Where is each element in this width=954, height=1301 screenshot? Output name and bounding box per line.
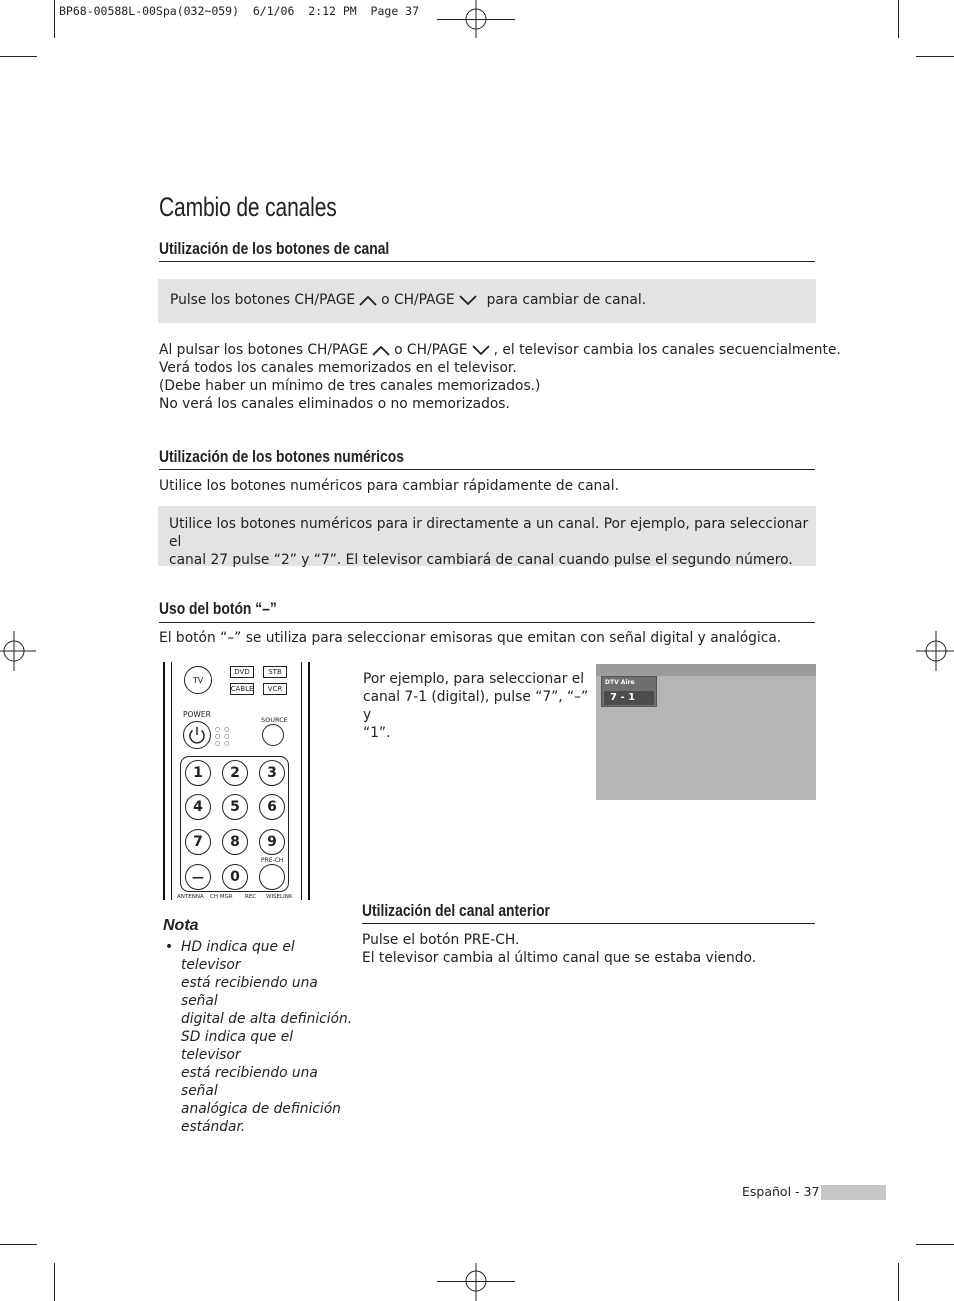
channel-explanation bbox=[159, 341, 839, 413]
section-rule bbox=[159, 469, 815, 470]
chevron-down-icon bbox=[459, 295, 477, 306]
note-line: estándar. bbox=[181, 1119, 246, 1135]
remote-dvd-button: DVD bbox=[230, 666, 254, 678]
note-line: digital de alta definición. bbox=[181, 1011, 353, 1027]
instruction-line: canal 27 pulse “2” y “7”. El televisor cambiará de canal cuando pulse el segundo número. bbox=[169, 552, 793, 568]
remote-chmgr-label: CH MGR bbox=[210, 894, 233, 900]
remote-prech-label: PRE-CH bbox=[261, 857, 284, 864]
note-line: está recibiendo una señal bbox=[181, 1065, 318, 1099]
channel-explanation-line: (Debe haber un mínimo de tres canales memorizados.) bbox=[159, 378, 541, 394]
remote-key-9: 9 bbox=[259, 829, 285, 855]
remote-numpad bbox=[180, 756, 289, 892]
remote-power-label: POWER bbox=[183, 710, 211, 719]
remote-key-4: 4 bbox=[185, 794, 211, 820]
remote-key-3: 3 bbox=[259, 760, 285, 786]
section-rule bbox=[362, 923, 815, 924]
section-rule bbox=[159, 622, 815, 623]
section-heading-previous-channel: Utilización del canal anterior bbox=[362, 902, 550, 920]
channel-explanation-line: Verá todos los canales memorizados en el televisor. bbox=[159, 360, 517, 376]
note-title: Nota bbox=[163, 917, 199, 934]
section-heading-channel-buttons: Utilización de los botones de canal bbox=[159, 240, 390, 258]
remote-power-button bbox=[183, 721, 211, 749]
section-heading-numeric-buttons: Utilización de los botones numéricos bbox=[159, 448, 404, 466]
remote-indicator-dots: ○ ○ ○ ○ ○ ○ bbox=[215, 726, 231, 747]
remote-antenna-label: ANTENNA bbox=[177, 894, 204, 900]
text-fragment: o CH/PAGE bbox=[394, 342, 468, 358]
osd-label: DTV Aire bbox=[605, 679, 635, 686]
power-icon bbox=[184, 722, 210, 748]
note-line: SD indica que el televisor bbox=[181, 1029, 294, 1063]
previous-channel-line: Pulse el botón PRE-CH. bbox=[362, 932, 520, 948]
remote-vcr-button: VCR bbox=[263, 683, 287, 695]
note-body bbox=[181, 938, 356, 1136]
instruction-text-pre: Pulse los botones CH/PAGE bbox=[170, 292, 356, 308]
channel-explanation-line: No verá los canales eliminados o no memorizados. bbox=[159, 396, 510, 412]
tv-screen-illustration bbox=[596, 664, 816, 800]
remote-key-2: 2 bbox=[222, 760, 248, 786]
channel-osd bbox=[601, 676, 657, 707]
remote-key-dash: — bbox=[185, 864, 211, 890]
registration-mark-left-icon bbox=[0, 631, 36, 671]
remote-edge bbox=[301, 662, 302, 900]
previous-channel-line: El televisor cambia al último canal que se estaba viendo. bbox=[362, 950, 757, 966]
page-number: Español - 37 bbox=[742, 1184, 820, 1199]
remote-control-illustration bbox=[163, 662, 310, 900]
remote-edge bbox=[171, 662, 172, 900]
registration-mark-bottom-icon bbox=[456, 1261, 496, 1301]
note-line: analógica de definición bbox=[181, 1101, 341, 1117]
crop-mark-bottom-left-v bbox=[54, 1263, 55, 1301]
remote-key-0: 0 bbox=[222, 864, 248, 890]
note-line: HD indica que el televisor bbox=[181, 939, 295, 973]
chevron-up-icon bbox=[359, 295, 377, 306]
crop-mark-top-left-v bbox=[54, 0, 55, 38]
previous-channel-text bbox=[362, 931, 822, 967]
remote-key-5: 5 bbox=[222, 794, 248, 820]
screen-top-strip bbox=[596, 664, 816, 676]
remote-wiselink-label: WISELINK bbox=[266, 894, 293, 900]
instruction-line: Utilice los botones numéricos para ir directamente a un canal. Por ejemplo, para seleccionar el bbox=[169, 516, 809, 550]
registration-mark-top-icon bbox=[456, 0, 496, 40]
remote-rec-label: REC bbox=[245, 894, 257, 900]
note-line: está recibiendo una señal bbox=[181, 975, 318, 1009]
remote-key-6: 6 bbox=[259, 794, 285, 820]
remote-stb-button: STB bbox=[263, 666, 287, 678]
instruction-box-numeric bbox=[158, 506, 816, 566]
dash-example bbox=[363, 670, 595, 742]
remote-key-7: 7 bbox=[185, 829, 211, 855]
osd-channel: 7 - 1 bbox=[604, 691, 654, 705]
crop-mark-bottom-right-h bbox=[916, 1244, 954, 1245]
dash-example-line: “1”. bbox=[363, 725, 391, 741]
crop-mark-bottom-left-h bbox=[0, 1244, 37, 1245]
dash-example-line: canal 7-1 (digital), pulse “7”, “–” y bbox=[363, 689, 589, 723]
text-fragment: Al pulsar los botones CH/PAGE bbox=[159, 342, 369, 358]
crop-mark-top-right-v bbox=[898, 0, 899, 38]
crop-mark-top-left-h bbox=[0, 56, 37, 57]
remote-source-button bbox=[262, 724, 284, 746]
chevron-up-icon bbox=[372, 345, 390, 356]
remote-source-label: SOURCE bbox=[261, 716, 288, 724]
note-bullet: • bbox=[165, 939, 174, 955]
instruction-text-mid: o CH/PAGE bbox=[381, 292, 455, 308]
remote-cable-button: CABLE bbox=[230, 685, 254, 693]
remote-key-1: 1 bbox=[185, 760, 211, 786]
numeric-intro: Utilice los botones numéricos para cambiar rápidamente de canal. bbox=[159, 478, 619, 494]
crop-mark-bottom-right-v bbox=[898, 1263, 899, 1301]
instruction-text-post: para cambiar de canal. bbox=[486, 292, 647, 308]
chevron-down-icon bbox=[472, 345, 490, 356]
remote-prech-button bbox=[259, 864, 285, 890]
section-heading-dash-button: Uso del botón “–” bbox=[159, 600, 277, 618]
dash-intro: El botón “–” se utiliza para seleccionar emisoras que emitan con señal digital y analógica. bbox=[159, 630, 782, 646]
footer-tab-bar bbox=[821, 1185, 886, 1200]
instruction-box-channel bbox=[158, 279, 816, 323]
dash-example-line: Por ejemplo, para seleccionar el bbox=[363, 671, 585, 687]
channel-explanation-line bbox=[159, 341, 839, 359]
section-rule bbox=[159, 261, 815, 262]
page-title: Cambio de canales bbox=[159, 192, 337, 222]
remote-key-8: 8 bbox=[222, 829, 248, 855]
crop-mark-top-right-h bbox=[916, 56, 954, 57]
remote-tv-button: TV bbox=[184, 666, 212, 694]
registration-mark-right-icon bbox=[916, 631, 954, 671]
text-fragment: , el televisor cambia los canales secuencialmente. bbox=[493, 342, 841, 358]
printer-header: BP68-00588L-00Spa(032~059) 6/1/06 2:12 PM Page 37 bbox=[59, 4, 420, 18]
